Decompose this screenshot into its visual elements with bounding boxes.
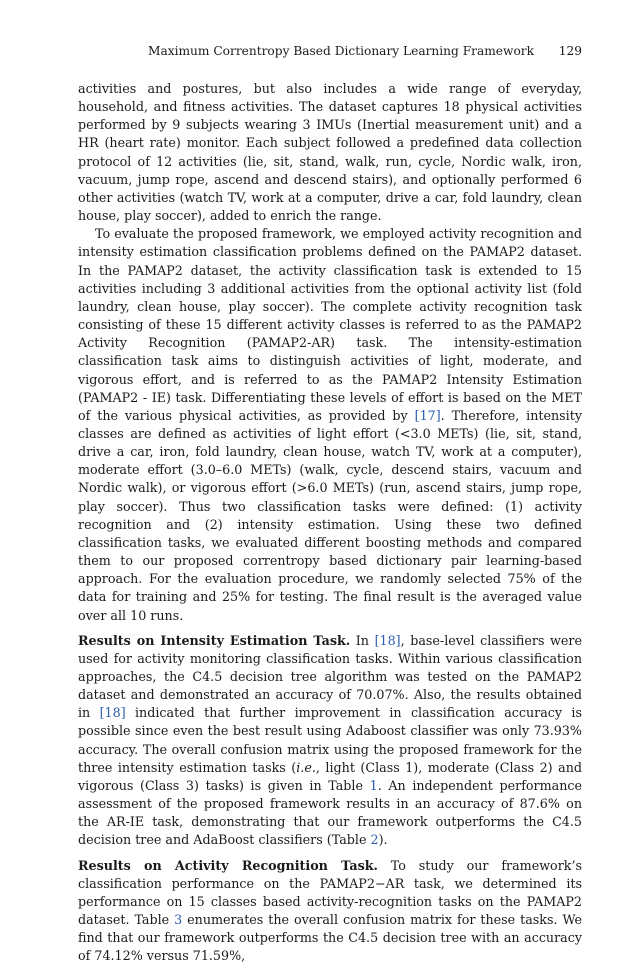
text-span: In (350, 632, 375, 648)
text-span: . Therefore, intensity classes are defined as activities of light effort (<3.0 METs) (lie, sit, stand, drive a car, iron, fold laundry, clean house, watch TV, work at a computer), moderate effort (3.0–6.0 METs) (walk, cycle, descend stairs, vacuum and Nordic walk), or vigorous effort (>6.0 METs) (run, ascend stairs, jump rope, play soccer). Thus two classification tasks were defined: (1) activity recognition and (2) intensity estimation. Using these two defined classification tasks, we evaluated different boosting methods and compared them to our proposed correntropy based dictionary pair learning-based approach. For the evaluation procedure, we randomly selected 75% of the data for training and 25% for testing. The final result is the averaged value over all 10 runs. (78, 407, 582, 623)
paragraph-activity-results (78, 857, 582, 966)
italic-text: i.e. (296, 759, 316, 775)
running-header (78, 42, 582, 60)
text-span: , light (Class 1), moderate (Class 2) and vigorous (Class 3) tasks) is given in Table (78, 759, 582, 793)
body-text (78, 80, 582, 966)
citation-link[interactable]: [17] (414, 407, 441, 423)
running-title: Maximum Correntropy Based Dictionary Learning Framework (147, 44, 534, 58)
paragraph-intensity-results (78, 632, 582, 850)
text-span: To study our framework’s classification performance on the PAMAP2−AR task, we determined its performance on 15 classes based activity-recognition tasks on the PAMAP2 dataset. Table (78, 857, 582, 928)
citation-link[interactable]: [18] (374, 632, 401, 648)
text-span: To evaluate the proposed framework, we employed activity recognition and intensity estimation classification problems defined on the PAMAP2 dataset. In the PAMAP2 dataset, the activity classification task is extended to 15 activities including 3 additional activities from the optional activity list (fold laundry, clean house, play soccer). The complete activity recognition task consisting of these 15 different activity classes is referred to as the PAMAP2 Activity Recognition (PAMAP2-AR) task. The intensity-estimation classification task aims to distinguish activities of light, moderate, and vigorous effort, and is referred to as the PAMAP2 Intensity Estimation (PAMAP2 - IE) task. Differentiating these levels of effort is based on the MET of the various physical activities, as provided by (78, 226, 582, 423)
table-link[interactable]: 2 (370, 832, 379, 848)
table-link[interactable]: 3 (174, 912, 183, 928)
table-link[interactable]: 1 (369, 777, 378, 793)
text-span: . An independent performance assessment of the proposed framework results in an accuracy of 87.6% on the AR-IE task, demonstrating that our framework outperforms the C4.5 decision tree and AdaBoost classifiers (Table (78, 777, 582, 848)
page-number: 129 (558, 44, 582, 58)
paragraph-dataset-description: activities and postures, but also includes a wide range of everyday, household, and fitness activities. The dataset captures 18 physical activities performed by 9 subjects wearing 3 IMUs (Inertial measurement unit) and a HR (heart rate) monitor. Each subject followed a predefined data collection protocol of 12 activities (lie, sit, stand, walk, run, cycle, Nordic walk, iron, vacuum, jump rope, ascend and descend stairs), and optionally performed 6 other activities (watch TV, work at a computer, drive a car, fold laundry, clean house, play soccer), added to enrich the range. (78, 81, 582, 224)
text-span: ). (378, 832, 388, 848)
text-span: enumerates the overall confusion matrix for these tasks. We find that our framework outperforms the C4.5 decision tree with an accuracy of 74.12% versus 71.59%, (78, 912, 582, 964)
section-heading: Results on Activity Recognition Task. (78, 857, 378, 873)
citation-link[interactable]: [18] (99, 705, 126, 721)
text-span: , base-level classifiers were used for activity monitoring classification tasks. Within various classification approaches, the C4.5 decision tree algorithm was tested on the PAMAP2 dataset and demonstrated an accuracy of 70.07%. Also, the results obtained in (78, 632, 582, 721)
section-heading: Results on Intensity Estimation Task. (78, 632, 351, 648)
paragraph-evaluation-setup (78, 225, 582, 624)
text-span: indicated that further improvement in classification accuracy is possible since even the best result using Adaboost classifier was only 73.93% accuracy. The overall confusion matrix using the proposed framework for the three intensity estimation tasks ( (78, 705, 582, 775)
